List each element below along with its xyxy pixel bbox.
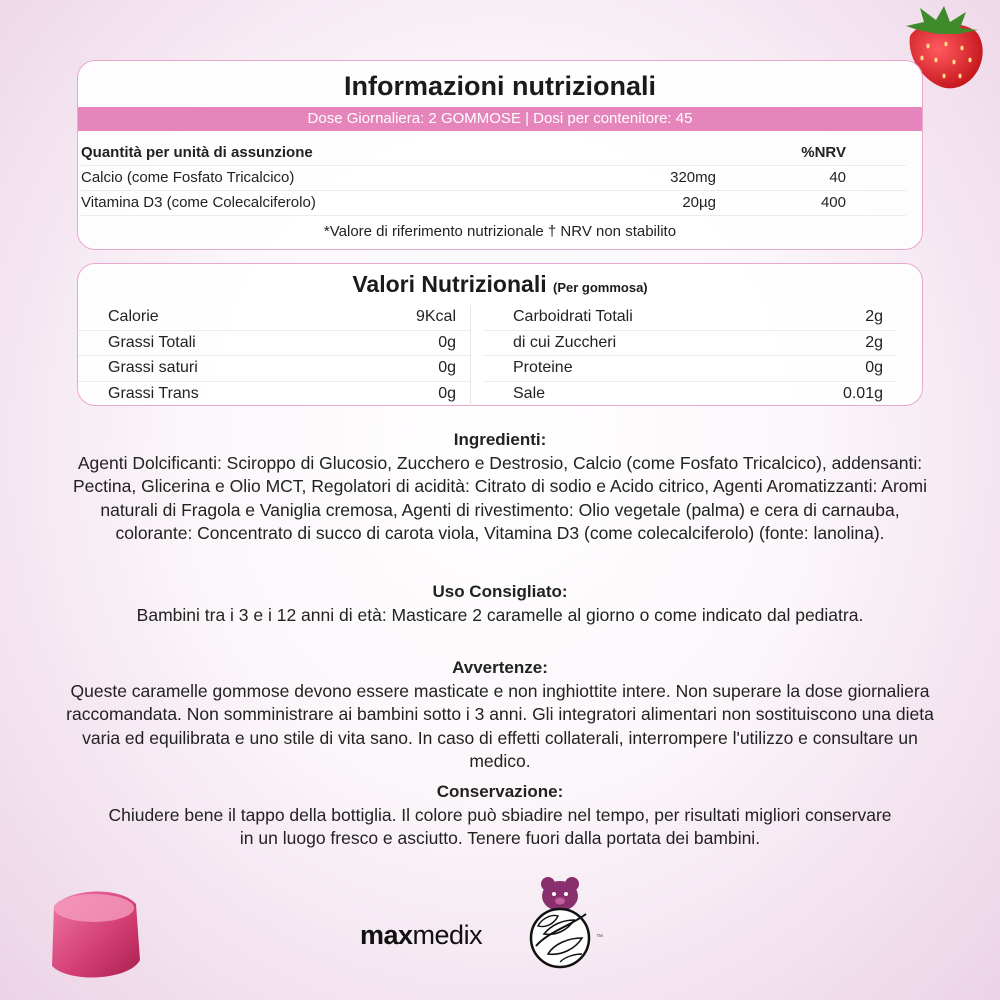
nrv-amount: 20µg	[682, 194, 716, 211]
storage-section	[60, 780, 940, 851]
nutrition-values-panel	[77, 263, 923, 406]
nrv-percent: 40	[829, 169, 846, 186]
nutrition-values-subtitle: (Per gommosa)	[553, 280, 648, 295]
value-label: Grassi saturi	[108, 359, 198, 376]
ingredients-heading: Ingredienti:	[453, 430, 547, 449]
value-row	[483, 331, 897, 357]
nutrition-info-title: Informazioni nutrizionali	[344, 71, 656, 101]
ingredients-text: Agenti Dolcificanti: Sciroppo di Glucosio, Zucchero e Destrosio, Calcio (come Fosfato Tricalcico), addensanti: Pectina, Glicerina e Olio MCT, Regolatori di acidità: Citrato di sodio e Acido citrico, Agenti Aromatizzanti: Aromi naturali di Fragola e Vaniglia cremosa, Agenti di rivestimento: Olio vegetale (palma) e cera di carnauba, colorante: Concentrato di succo di carota viola, Vitamina D3 (come colecalciferolo) (fonte: lanolina).	[73, 452, 927, 543]
value-row	[78, 331, 470, 357]
nrv-row	[81, 191, 906, 216]
nutrition-info-panel	[77, 60, 923, 250]
dose-line: Dose Giornaliera: 2 GOMMOSE | Dosi per contenitore: 45	[78, 107, 922, 131]
ingredients-section	[60, 428, 940, 546]
values-left-column	[78, 305, 471, 406]
storage-heading: Conservazione:	[436, 782, 564, 801]
value-label: Proteine	[513, 359, 573, 376]
storage-text: Chiudere bene il tappo della bottiglia. Il colore può sbiadire nel tempo, per risultati migliori conservare in un luogo fresco e asciutto. Tenere fuori dalla portata dei bambini.	[108, 804, 892, 848]
value-row	[483, 356, 897, 382]
value-row	[78, 305, 470, 331]
value-amount: 2g	[865, 333, 883, 351]
value-amount: 0.01g	[842, 384, 883, 402]
nrv-header-label: Quantità per unità di assunzione	[81, 144, 313, 161]
brand-trademark: ™	[596, 934, 603, 941]
value-label: Carboidrati Totali	[513, 308, 633, 325]
value-amount: 0g	[865, 359, 883, 376]
brand-logo	[360, 870, 620, 970]
value-row	[483, 305, 897, 331]
nrv-footnote: *Valore di riferimento nutrizionale † NRV non stabilito	[323, 223, 677, 240]
value-amount: 0g	[438, 384, 456, 402]
nrv-table	[81, 141, 906, 216]
value-label: Calorie	[108, 308, 159, 325]
value-amount: 9Kcal	[415, 308, 456, 325]
nrv-nutrient-name: Vitamina D3 (come Colecalciferolo)	[81, 194, 316, 211]
nrv-row	[81, 166, 906, 191]
value-amount: 0g	[438, 359, 456, 376]
gummy-candy-icon	[40, 880, 150, 990]
nutrition-values-title	[78, 271, 922, 301]
nrv-header-percent: %NRV	[801, 144, 846, 161]
nrv-nutrient-name: Calcio (come Fosfato Tricalcico)	[81, 169, 295, 186]
value-label: Grassi Totali	[108, 333, 196, 351]
nrv-amount: 320mg	[670, 169, 716, 186]
warnings-section	[60, 656, 940, 774]
brand-name-rest: medix	[412, 920, 483, 950]
usage-heading: Uso Consigliato:	[432, 582, 568, 601]
nrv-header-row	[81, 141, 906, 166]
warnings-heading: Avvertenze:	[452, 658, 548, 677]
values-right-column	[483, 305, 897, 406]
value-amount: 2g	[865, 308, 883, 325]
value-amount: 0g	[438, 333, 456, 351]
brand-name	[360, 920, 482, 951]
nutrition-values-title-text: Valori Nutrizionali	[352, 271, 547, 297]
value-row	[483, 382, 897, 407]
usage-text: Bambini tra i 3 e i 12 anni di età: Masticare 2 caramelle al giorno o come indicato dal pediatra.	[136, 604, 864, 625]
value-row	[78, 356, 470, 382]
value-label: di cui Zuccheri	[513, 333, 617, 351]
bear-leaf-logo-icon	[524, 874, 596, 972]
brand-name-bold: max	[360, 920, 413, 950]
value-label: Grassi Trans	[108, 384, 199, 402]
value-row	[78, 382, 470, 407]
usage-section	[60, 580, 940, 627]
value-label: Sale	[513, 384, 546, 402]
nrv-percent: 400	[820, 194, 846, 211]
warnings-text: Queste caramelle gommose devono essere masticate e non inghiottite intere. Non superare la dose giornaliera raccomandata. Non somministrare ai bambini sotto i 3 anni. Gli integratori alimentari non sostituiscono una dieta varia ed equilibrata e uno stile di vita sano. In caso di effetti collaterali, interrompere l'utilizzo e consultare un medico.	[66, 680, 934, 771]
